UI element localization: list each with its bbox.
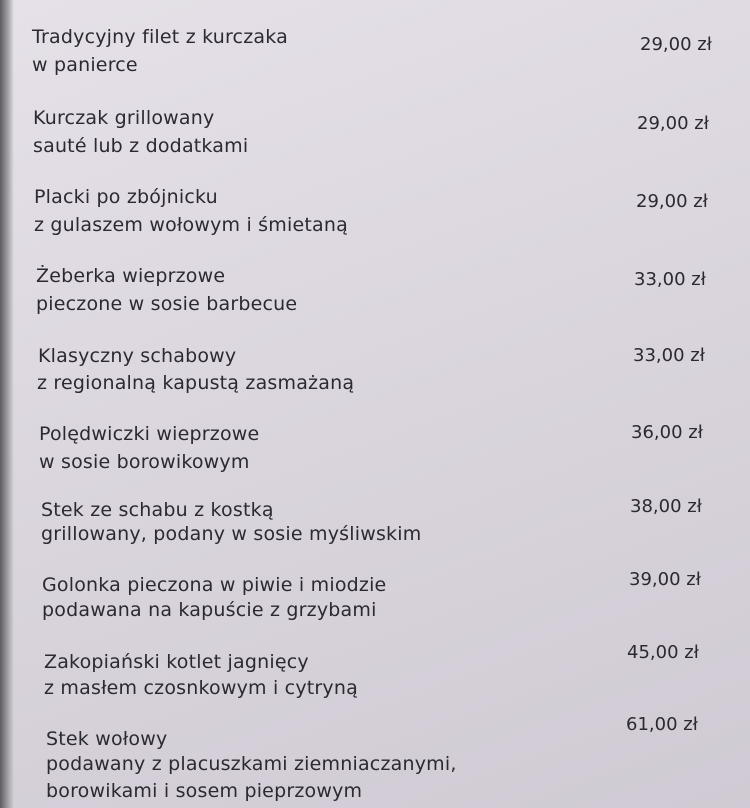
dish-price: 33,00 zł [634,269,706,290]
dish-name: Placki po zbójnicku [34,186,218,208]
dish-price: 45,00 zł [627,642,699,663]
dish-description: w sosie borowikowym [39,451,250,473]
dish-price: 38,00 zł [630,496,702,517]
dish-name: Żeberka wieprzowe [36,265,226,287]
dish-description: w panierce [32,54,138,76]
dish-description-continued: borowikami i sosem pieprzowym [46,780,363,802]
dish-description: z gulaszem wołowym i śmietaną [34,214,348,236]
dish-name: Kurczak grillowany [33,107,215,129]
dish-price: 29,00 zł [640,34,712,55]
dish-price: 29,00 zł [637,113,709,134]
dish-name: Zakopiański kotlet jagnięcy [44,651,309,673]
dish-description: pieczone w sosie barbecue [36,293,298,315]
dish-description: podawany z placuszkami ziemniaczanymi, [46,753,457,775]
dish-name: Stek wołowy [46,728,168,750]
dish-description: podawana na kapuście z grzybami [42,599,377,621]
dish-price: 36,00 zł [631,422,703,443]
dish-price: 33,00 zł [633,345,705,366]
dish-description: sauté lub z dodatkami [33,135,249,157]
dish-price: 39,00 zł [629,569,701,590]
dish-name: Tradycyjny filet z kurczaka [32,26,288,48]
dish-name: Golonka pieczona w piwie i miodzie [42,574,387,596]
dish-description: grillowany, podany w sosie myśliwskim [41,523,422,545]
page-edge-shadow [0,0,14,808]
dish-name: Stek ze schabu z kostką [41,499,274,521]
dish-price: 61,00 zł [626,714,698,735]
dish-name: Polędwiczki wieprzowe [39,423,260,445]
dish-price: 29,00 zł [636,191,708,212]
dish-description: z regionalną kapustą zasmażaną [37,372,355,394]
dish-description: z masłem czosnkowym i cytryną [44,677,358,699]
dish-name: Klasyczny schabowy [38,345,237,367]
